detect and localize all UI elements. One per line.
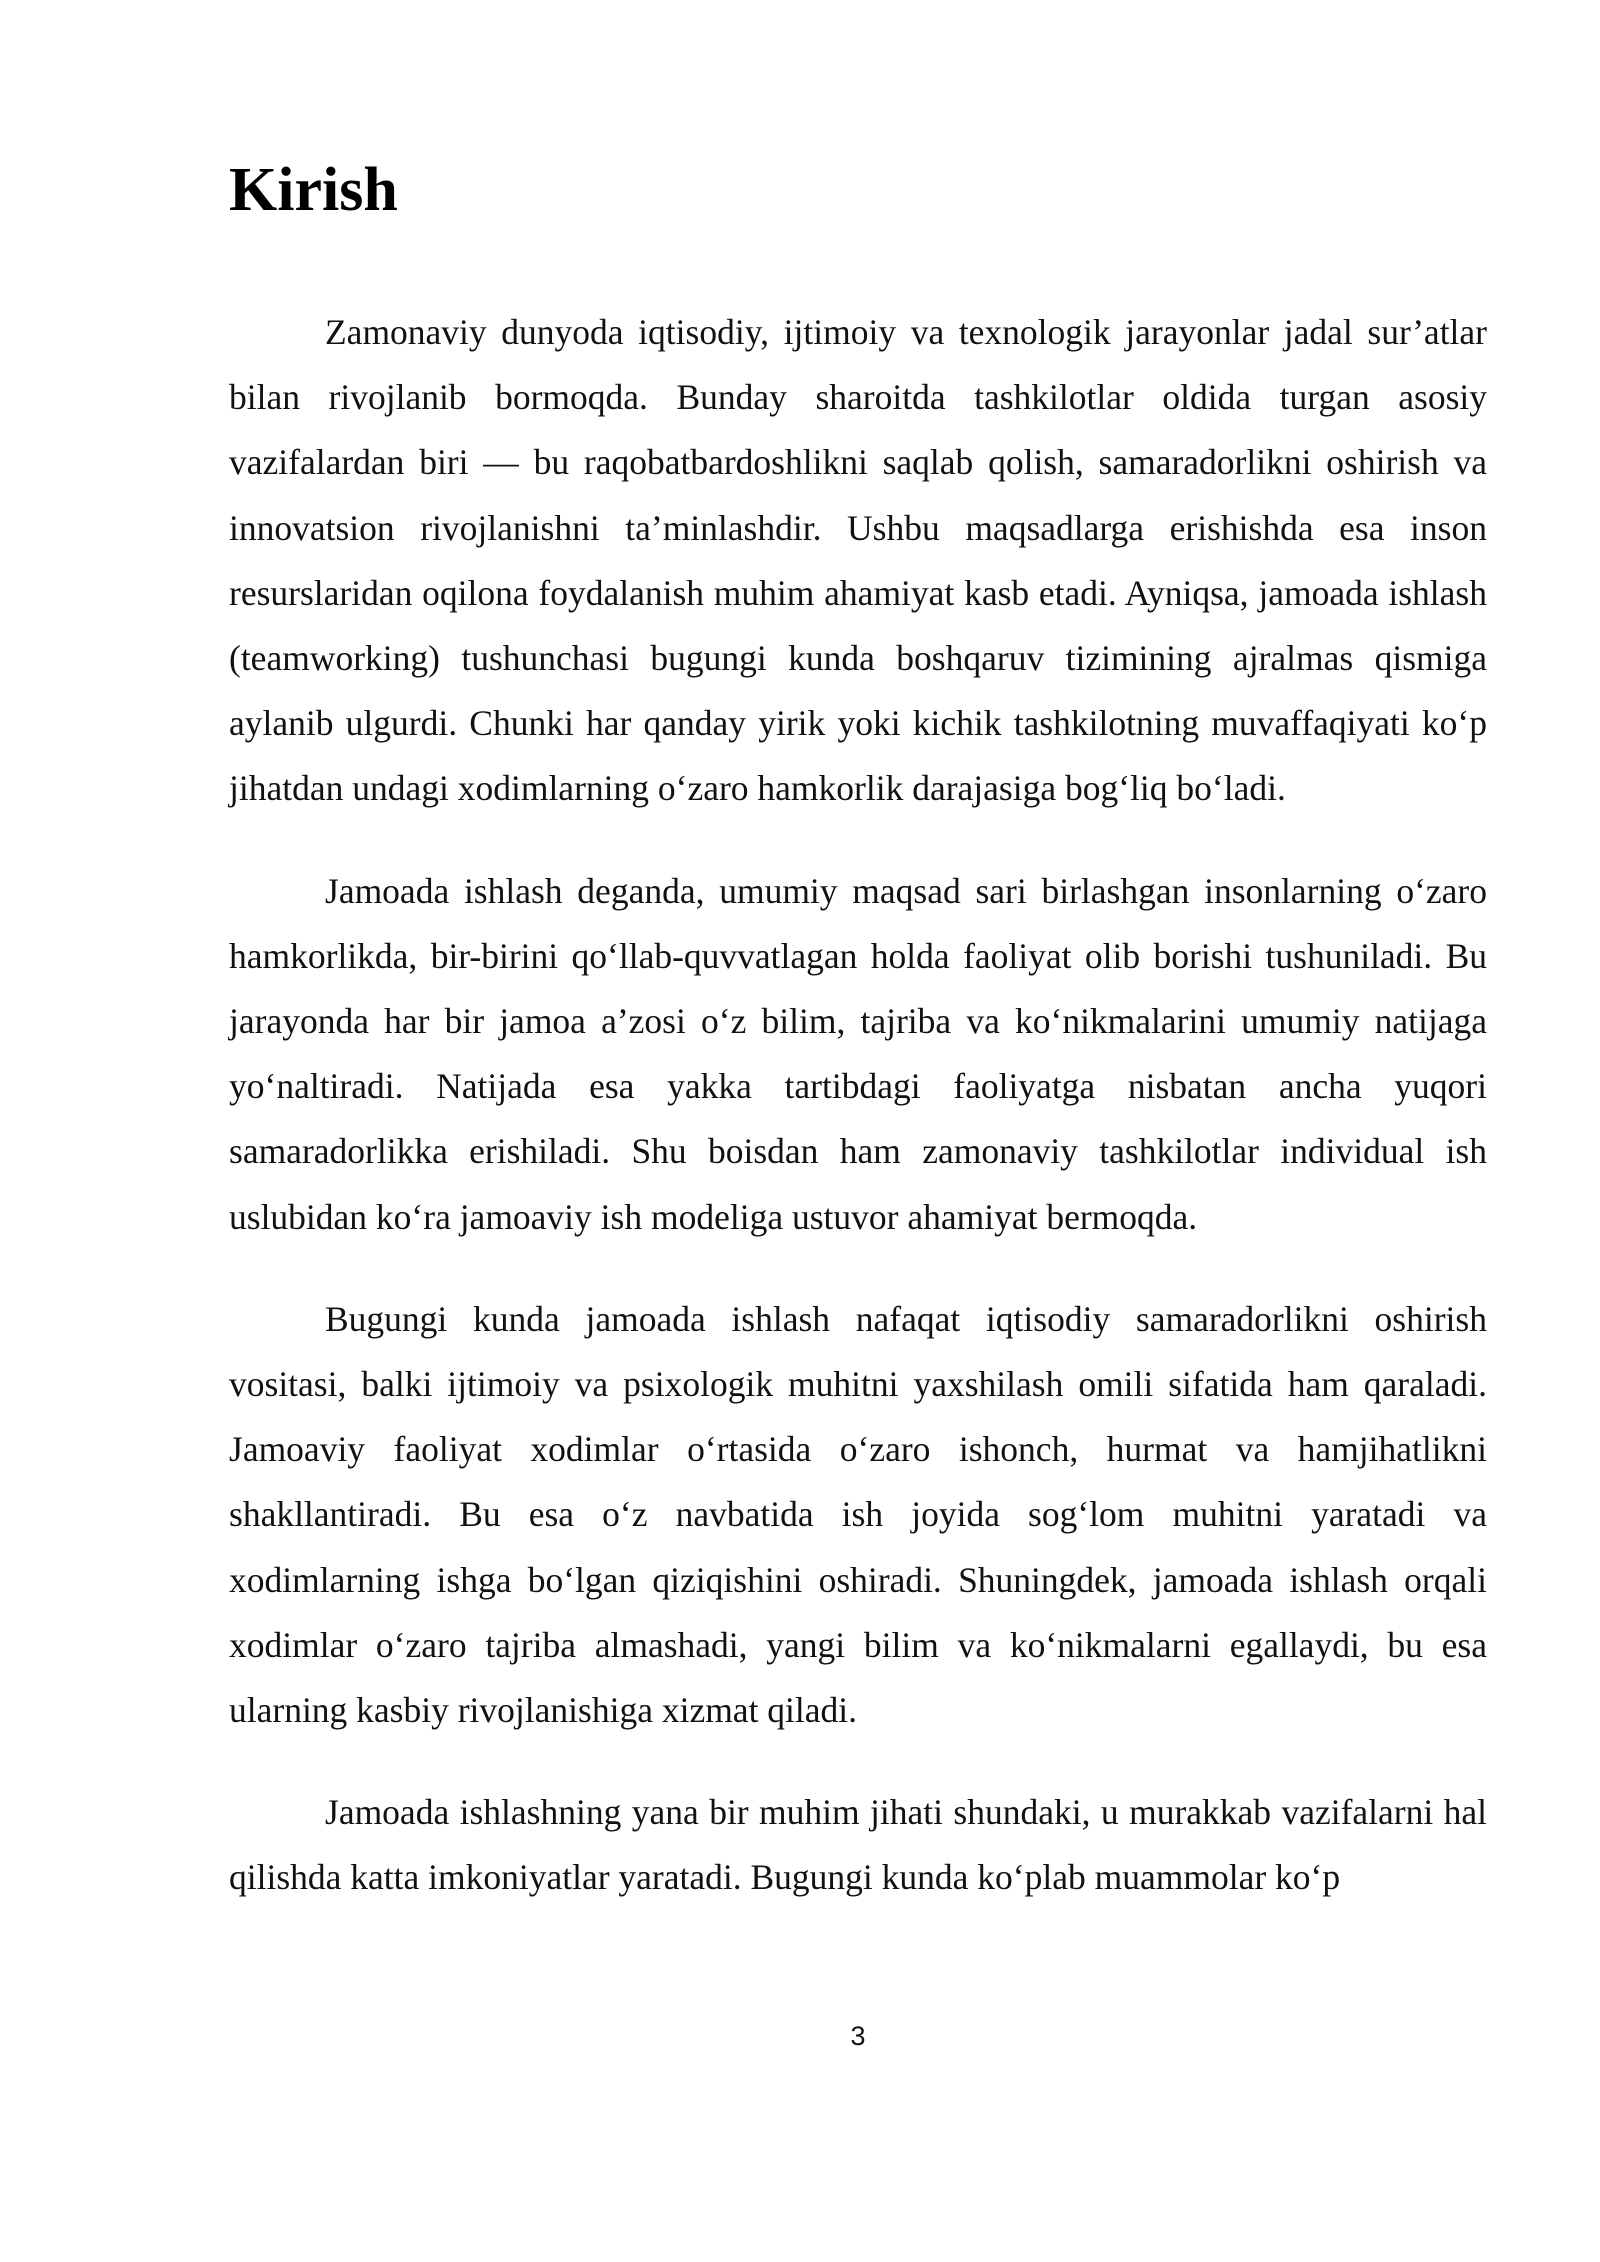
page-number: 3 (850, 2021, 866, 2051)
page-content (229, 150, 1487, 1911)
paragraph-1: Zamonaviy dunyoda iqtisodiy, ijtimoiy va texnologik jarayonlar jadal sur’atlar bilan rivojlanib bormoqda. Bunday sharoitda tashkilotlar oldida turgan asosiy vazifalardan biri — bu raqobatbardoshlikni saqlab qolish, samaradorlikni oshirish va innovatsion rivojlanishni ta’minlashdir. Ushbu maqsadlarga erishishda esa inson resurslaridan oqilona foydalanish muhim ahamiyat kasb etadi. Ayniqsa, jamoada ishlash (teamworking) tushunchasi bugungi kunda boshqaruv tizimining ajralmas qismiga aylanib ulgurdi. Chunki har qanday yirik yoki kichik tashkilotning muvaffaqiyati ko‘p jihatdan undagi xodimlarning o‘zaro hamkorlik darajasiga bog‘liq bo‘ladi. (229, 312, 1487, 809)
body-text (229, 300, 1487, 1911)
paragraph-2: Jamoada ishlash deganda, umumiy maqsad sari birlashgan insonlarning o‘zaro hamkorlikda, bir-birini qo‘llab-quvvatlagan holda faoliyat olib borishi tushuniladi. Bu jarayonda har bir jamoa a’zosi o‘z bilim, tajriba va ko‘nikmalarini umumiy natijaga yo‘naltiradi. Natijada esa yakka tartibdagi faoliyatga nisbatan ancha yuqori samaradorlikka erishiladi. Shu boisdan ham zamonaviy tashkilotlar individual ish uslubidan ko‘ra jamoaviy ish modeliga ustuvor ahamiyat bermoqda. (229, 870, 1487, 1237)
paragraph-4: Jamoada ishlashning yana bir muhim jihati shundaki, u murakkab vazifalarni hal qilishda katta imkoniyatlar yaratadi. Bugungi kunda ko‘plab muammolar ko‘p (229, 1792, 1487, 1898)
section-heading: Kirish (229, 156, 398, 224)
paragraph-3: Bugungi kunda jamoada ishlash nafaqat iqtisodiy samaradorlikni oshirish vositasi, balki ijtimoiy va psixologik muhitni yaxshilash omili sifatida ham qaraladi. Jamoaviy faoliyat xodimlar o‘rtasida o‘zaro ishonch, hurmat va hamjihatlikni shakllantiradi. Bu esa o‘z navbatida ish joyida sog‘lom muhitni yaratadi va xodimlarning ishga bo‘lgan qiziqishini oshiradi. Shuningdek, jamoada ishlash orqali xodimlar o‘zaro tajriba almashadi, yangi bilim va ko‘nikmalarni egallaydi, bu esa ularning kasbiy rivojlanishiga xizmat qiladi. (229, 1298, 1487, 1731)
